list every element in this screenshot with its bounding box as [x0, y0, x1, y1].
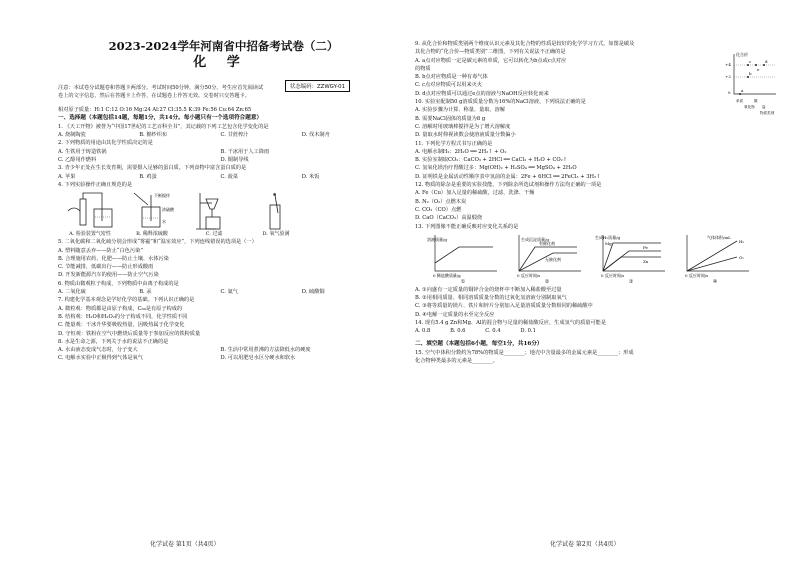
dilute-acid-apparatus-icon [124, 191, 180, 231]
section-2-heading: 二、填空题（本题包括6小题，每空1分，共16分） [415, 340, 543, 347]
q2-option-b: B. 干冰用于人工降雨 [220, 148, 270, 155]
q9-option-c: C. c点对应物质可以用来灭火 [415, 82, 483, 89]
notice-line-1: 注意：本试卷分试题卷和答题卡两部分。考试时间50分钟，满分50分。考生应首先阅读试 [58, 85, 264, 91]
q4-note-acid: 浓硫酸 [162, 207, 174, 213]
q13-option-c: C. ③将等质量的镁片、铁片和锌片分别加入足量溶质质量分数相同的稀硫酸中 [415, 303, 593, 310]
graph-3-label: ③ [628, 278, 634, 285]
q11-stem: 11. 下列化学方程式书写正确的是 [415, 140, 493, 147]
graph-3-ylabel: 生成H₂质量/g [595, 234, 620, 240]
q9-cat-4: 盐 [762, 105, 766, 109]
q1-options [58, 131, 383, 139]
q9-option-d: D. d点对应物质可以通过e点的溶液与NaOH反应转化而来 [415, 90, 549, 97]
graph-2-plot [509, 233, 585, 279]
q4-caption-b: B. 稀释浓硫酸 [136, 231, 168, 238]
q12-option-a: A. Fe（Cu）加入足量的稀硫酸，过滤、洗涤、干燥 [415, 190, 535, 197]
q8-options-row1 [58, 346, 383, 354]
q4-note-water: 水 [162, 219, 166, 225]
filtration-apparatus-icon [186, 191, 242, 231]
valence-category-plot [724, 50, 778, 116]
q13-stem: 13. 下列图像不能正确反映对应变化关系的是 [415, 223, 519, 230]
q6-option-a: A. 二氧化硫 [58, 289, 86, 296]
graph-2-xlabel: 0 反应时间/s [517, 272, 541, 278]
q12-option-d: D. CaO（CaCO₃）高温煅烧 [415, 215, 483, 222]
graph-1-label: ① [460, 278, 466, 285]
graph-3-note-fe: Fe [643, 244, 648, 250]
graph-2-note-2: 无催化剂 [545, 256, 561, 262]
q4-caption-a: A. 检验装置气密性 [69, 231, 111, 238]
q6-options [58, 288, 383, 296]
q11-option-a: A. 电解水制H₂：2H₂O ══ 2H₂↑ + O₂ [415, 148, 507, 155]
airtightness-apparatus-icon [62, 191, 118, 231]
q13-graph-3 [593, 233, 669, 286]
q8-options-row2 [58, 354, 383, 362]
q3-option-c: C. 菠菜 [220, 173, 238, 180]
section-1-heading: 一、选择题（本题包括14题，每题1分，共14分。每小题只有一个选项符合题意） [58, 114, 263, 121]
q11-option-d: D. 证明铁是金属活动性顺序表中氢前的金属：2Fe + 6HCl ══ 2FeCl₃ + 3H₂↑ [415, 173, 601, 180]
q2-stem: 2. 下列物质的用途由其化学性质决定的是 [58, 140, 153, 147]
q5-option-c: C. 节能减排，低碳出行——防止形成酸雨 [58, 264, 154, 271]
q9-cat-3: 酸 [754, 99, 758, 103]
q3-option-b: B. 鸡蛋 [139, 173, 157, 180]
exam-title: 2023-2024学年河南省中招备考试卷（二） [108, 39, 339, 53]
q13-option-a: A. ①向盛有一定质量的铜锌合金的烧杯中不断加入稀盐酸至过量 [415, 286, 562, 293]
q5-option-a: A. 塑料随意丢弃——防止“白色污染” [58, 247, 143, 254]
graph-2-ylabel: 生成沉淀质量/g [521, 236, 549, 242]
q9-stem-1: 9. 从化合价和物质类别两个维度认识元素及其化合物的性质是较好的化学学习方式。如图是碳及 [415, 41, 635, 47]
q14-stem: 14. 现有5.4 g Zn和Mg、Al的混合物与足量的稀盐酸反应，生成氢气的质量可能是 [415, 320, 607, 327]
graph-4-ylabel: 气体体积/mL [707, 234, 731, 240]
q1-option-b: B. 棉纱织布 [139, 132, 168, 139]
q4-caption-d: D. 氧气验满 [262, 231, 290, 238]
q13-graph-1 [425, 233, 501, 286]
q8-option-d: D. 可以用肥皂水区分硬水和软水 [220, 355, 296, 362]
q10-option-c: C. 溶解时用玻璃棒搅拌是为了增大溶解度 [415, 123, 511, 130]
q2-option-d: D. 铜制导线 [220, 157, 249, 164]
q13-option-b: B. ②用相同质量、相同溶质质量分数的过氧化氢溶液分别制取氧气 [415, 295, 567, 302]
q12-option-c: C. CO₂（CO）点燃 [415, 206, 462, 213]
q8-option-c: C. 电解水实验中正极得到气体是氧气 [58, 355, 143, 362]
q9-cat-1: 单质 [736, 99, 744, 103]
q11-option-b: B. 实验室制取CO₂：CaCO₃ + 2HCl ══ CaCl₂ + H₂O + CO₂↑ [415, 157, 568, 164]
q9-option-a: A. a点对应物质一定是碳元素的单质，它可以转化为b点或c点对应 [415, 57, 567, 64]
q3-option-a: A. 苹果 [58, 173, 76, 180]
q12-stem: 12. 物质的除杂是重要的实验技能。下列除杂所选试剂和操作方法均正确的一项是 [415, 182, 602, 189]
q4-figures [62, 191, 383, 238]
q13-option-d: D. ④电解一定质量的水至完全反应 [415, 311, 495, 318]
graph-1-ylabel: 溶液质量/g [427, 236, 447, 242]
q2-options-row1 [58, 148, 383, 156]
q4-figure-d [248, 191, 304, 238]
atomic-masses: 相对原子质量：H:1 C:12 O:16 Mg:24 Al:27 Cl:35.5 K:39 Fe:56 Cu:64 Zn:65 [58, 106, 252, 113]
q2-option-a: A. 生铁用于铸造铁锅 [58, 148, 107, 155]
q7-option-d: D. 守恒观：铁粉在空气中燃烧后质量等于参加反应的铁粉质量 [58, 330, 201, 337]
q9-point-d: d [765, 59, 768, 64]
q2-option-c: C. 乙醇用作燃料 [58, 157, 97, 164]
q5-stem: 5. 二氧化碳和二氧化硫分别会形成“雾霾”和“温室效应”，下列连线错误的选项是（一） [58, 239, 257, 246]
q4-stem: 4. 下列实验操作正确且规范的是 [58, 181, 133, 188]
q10-option-b: B. 需要NaCl固体的质量为8 g [415, 115, 486, 122]
footer-left: 化学试卷 第1页（共4页） [150, 541, 220, 548]
graph-1-xlabel: 0 稀盐酸质量/g [433, 272, 461, 278]
q9-point-c: c [749, 59, 752, 64]
exam-subject: 化 学 [193, 55, 248, 70]
q9-xlabel: 物质类别 [760, 111, 775, 115]
q9-point-e: e [757, 67, 760, 72]
graph-1-plot [425, 233, 501, 279]
graph-3-plot [593, 233, 669, 279]
q4-caption-c: C. 过滤 [205, 231, 223, 238]
q6-option-c: C. 氦气 [220, 289, 238, 296]
graph-4-plot [677, 233, 753, 279]
q9-cat-2: 氧化物 [744, 105, 755, 109]
q9-point-a: a [741, 88, 744, 93]
notice-line-2: 卷上的文字信息，然后在答题卡上作答，在试题卷上作答无效。交卷时只交答题卡。 [58, 93, 250, 100]
q10-option-a: A. 实验步骤为计算、称量、量取、溶解 [415, 107, 506, 114]
q1-option-a: A. 烧制陶瓷 [58, 132, 86, 139]
q5-option-b: B. 合理施用农药、化肥——防止土壤、水体污染 [58, 255, 169, 262]
q10-option-d: D. 量取水时仰视读数会使溶液质量分数偏小 [415, 132, 516, 139]
graph-3-note-zn: Zn [643, 258, 649, 264]
q14-options: A. 0.8 B. 0.6 C. 0.4 D. 0.1 [415, 328, 536, 335]
q9-option-a-cont: 的物质 [415, 65, 431, 72]
q1-option-d: D. 伐木制舟 [301, 132, 330, 139]
q3-options [58, 173, 383, 181]
q4-figure-a [62, 191, 118, 238]
q9-point-b: b [749, 71, 752, 76]
q10-stem: 10. 实验室配制50 g溶质质量分数为16%的NaCl溶液，下列说法正确的是 [415, 99, 586, 106]
q3-stem: 3. 青少年正处在生长发育期，需要摄入足够的蛋白质。下列食物中富含蛋白质的是 [58, 165, 247, 172]
graph-2-note-1: 有催化剂 [539, 240, 555, 246]
q3-option-d: D. 米饭 [301, 173, 320, 180]
q8-option-b: B. 生活中常用煮沸的方法降低水的硬度 [220, 347, 311, 354]
graph-4-xlabel: 0 反应时间/s [685, 272, 709, 278]
q13-graph-2 [509, 233, 585, 286]
q6-option-b: B. 汞 [139, 289, 152, 296]
graph-4-label: ④ [712, 278, 718, 285]
q2-options-row2 [58, 156, 383, 164]
q13-graphs [425, 233, 780, 286]
q9-tick-0: 0 [728, 90, 731, 95]
q5-option-d: D. 开发新能源汽车的使用——防止空气污染 [58, 272, 159, 279]
graph-4-note-o2: O₂ [739, 254, 744, 260]
q11-option-c: C. 氢氧化镁治疗胃酸过多：Mg(OH)₂ + H₂SO₄ ══ MgSO₄ + 2H₂O [415, 165, 577, 172]
q12-option-b: B. N₂（O₂）点燃木炭 [415, 198, 467, 205]
q7-option-c: C. 能量观：干冰升华要吸收热量，因吸热属于化学变化 [58, 322, 185, 329]
q6-option-d: D. 硫酸铜 [301, 289, 325, 296]
exam-code-box: 状态编码：ZZWGY-01 [285, 80, 350, 92]
q9-stem-2: 其化合物的“化合价—物质类别”二维图，下列有关说法不正确的是 [415, 49, 566, 56]
graph-4-note-h2: H₂ [739, 238, 745, 244]
q4-note-stir: 不断搅拌 [154, 193, 170, 199]
q7-option-a: A. 微粒观：物质都是由原子构成，C₆₀是有原子构成的 [58, 305, 183, 312]
footer-right: 化学试卷 第2页（共4页） [550, 541, 620, 548]
q1-option-c: C. 甘蔗榨汁 [220, 132, 249, 139]
q9-tick-p2: +2 [725, 74, 731, 79]
q8-option-a: A. 水由液态变成气态时，分子变大 [58, 347, 138, 354]
oxygen-test-apparatus-icon [248, 191, 304, 231]
q9-valence-graph [724, 50, 778, 120]
q15-line-2: 化合物种类最多的元素是________。 [415, 357, 499, 364]
q4-figure-c [186, 191, 242, 238]
graph-2-label: ② [544, 278, 550, 285]
q15-line-1: 15. 空气中体积分数约为78%的物质是________；地壳中含量最多的金属元素是________；形成 [415, 349, 634, 356]
q9-tick-p4: +4 [725, 62, 731, 67]
q13-graph-4 [677, 233, 753, 286]
q9-ylabel: 化合价 [736, 52, 748, 57]
q6-stem: 6. 物质由微观粒子构成，下列物质中由离子构成的是 [58, 280, 179, 287]
q9-option-b: B. b点对应物质是一种有毒气体 [415, 74, 488, 81]
q1-stem: 1. 《天工开物》被誉为“中国17世纪的工艺百科全书”，其记载的下列工艺包含化学变化的是 [58, 123, 269, 130]
q8-stem: 8. 水是生命之源，下列关于水的说法不正确的是 [58, 338, 169, 345]
q7-option-b: B. 结构观：H₂O和H₂O₂的分子构成不同，化学性质不同 [58, 313, 188, 320]
graph-3-xlabel: 0 反应时间/s [601, 272, 625, 278]
q7-stem: 7. 构建化学基本观念是学好化学的基础。下列认识正确的是 [58, 297, 195, 304]
graph-3-note-mg: Mg [605, 240, 612, 246]
q4-figure-b [124, 191, 180, 238]
